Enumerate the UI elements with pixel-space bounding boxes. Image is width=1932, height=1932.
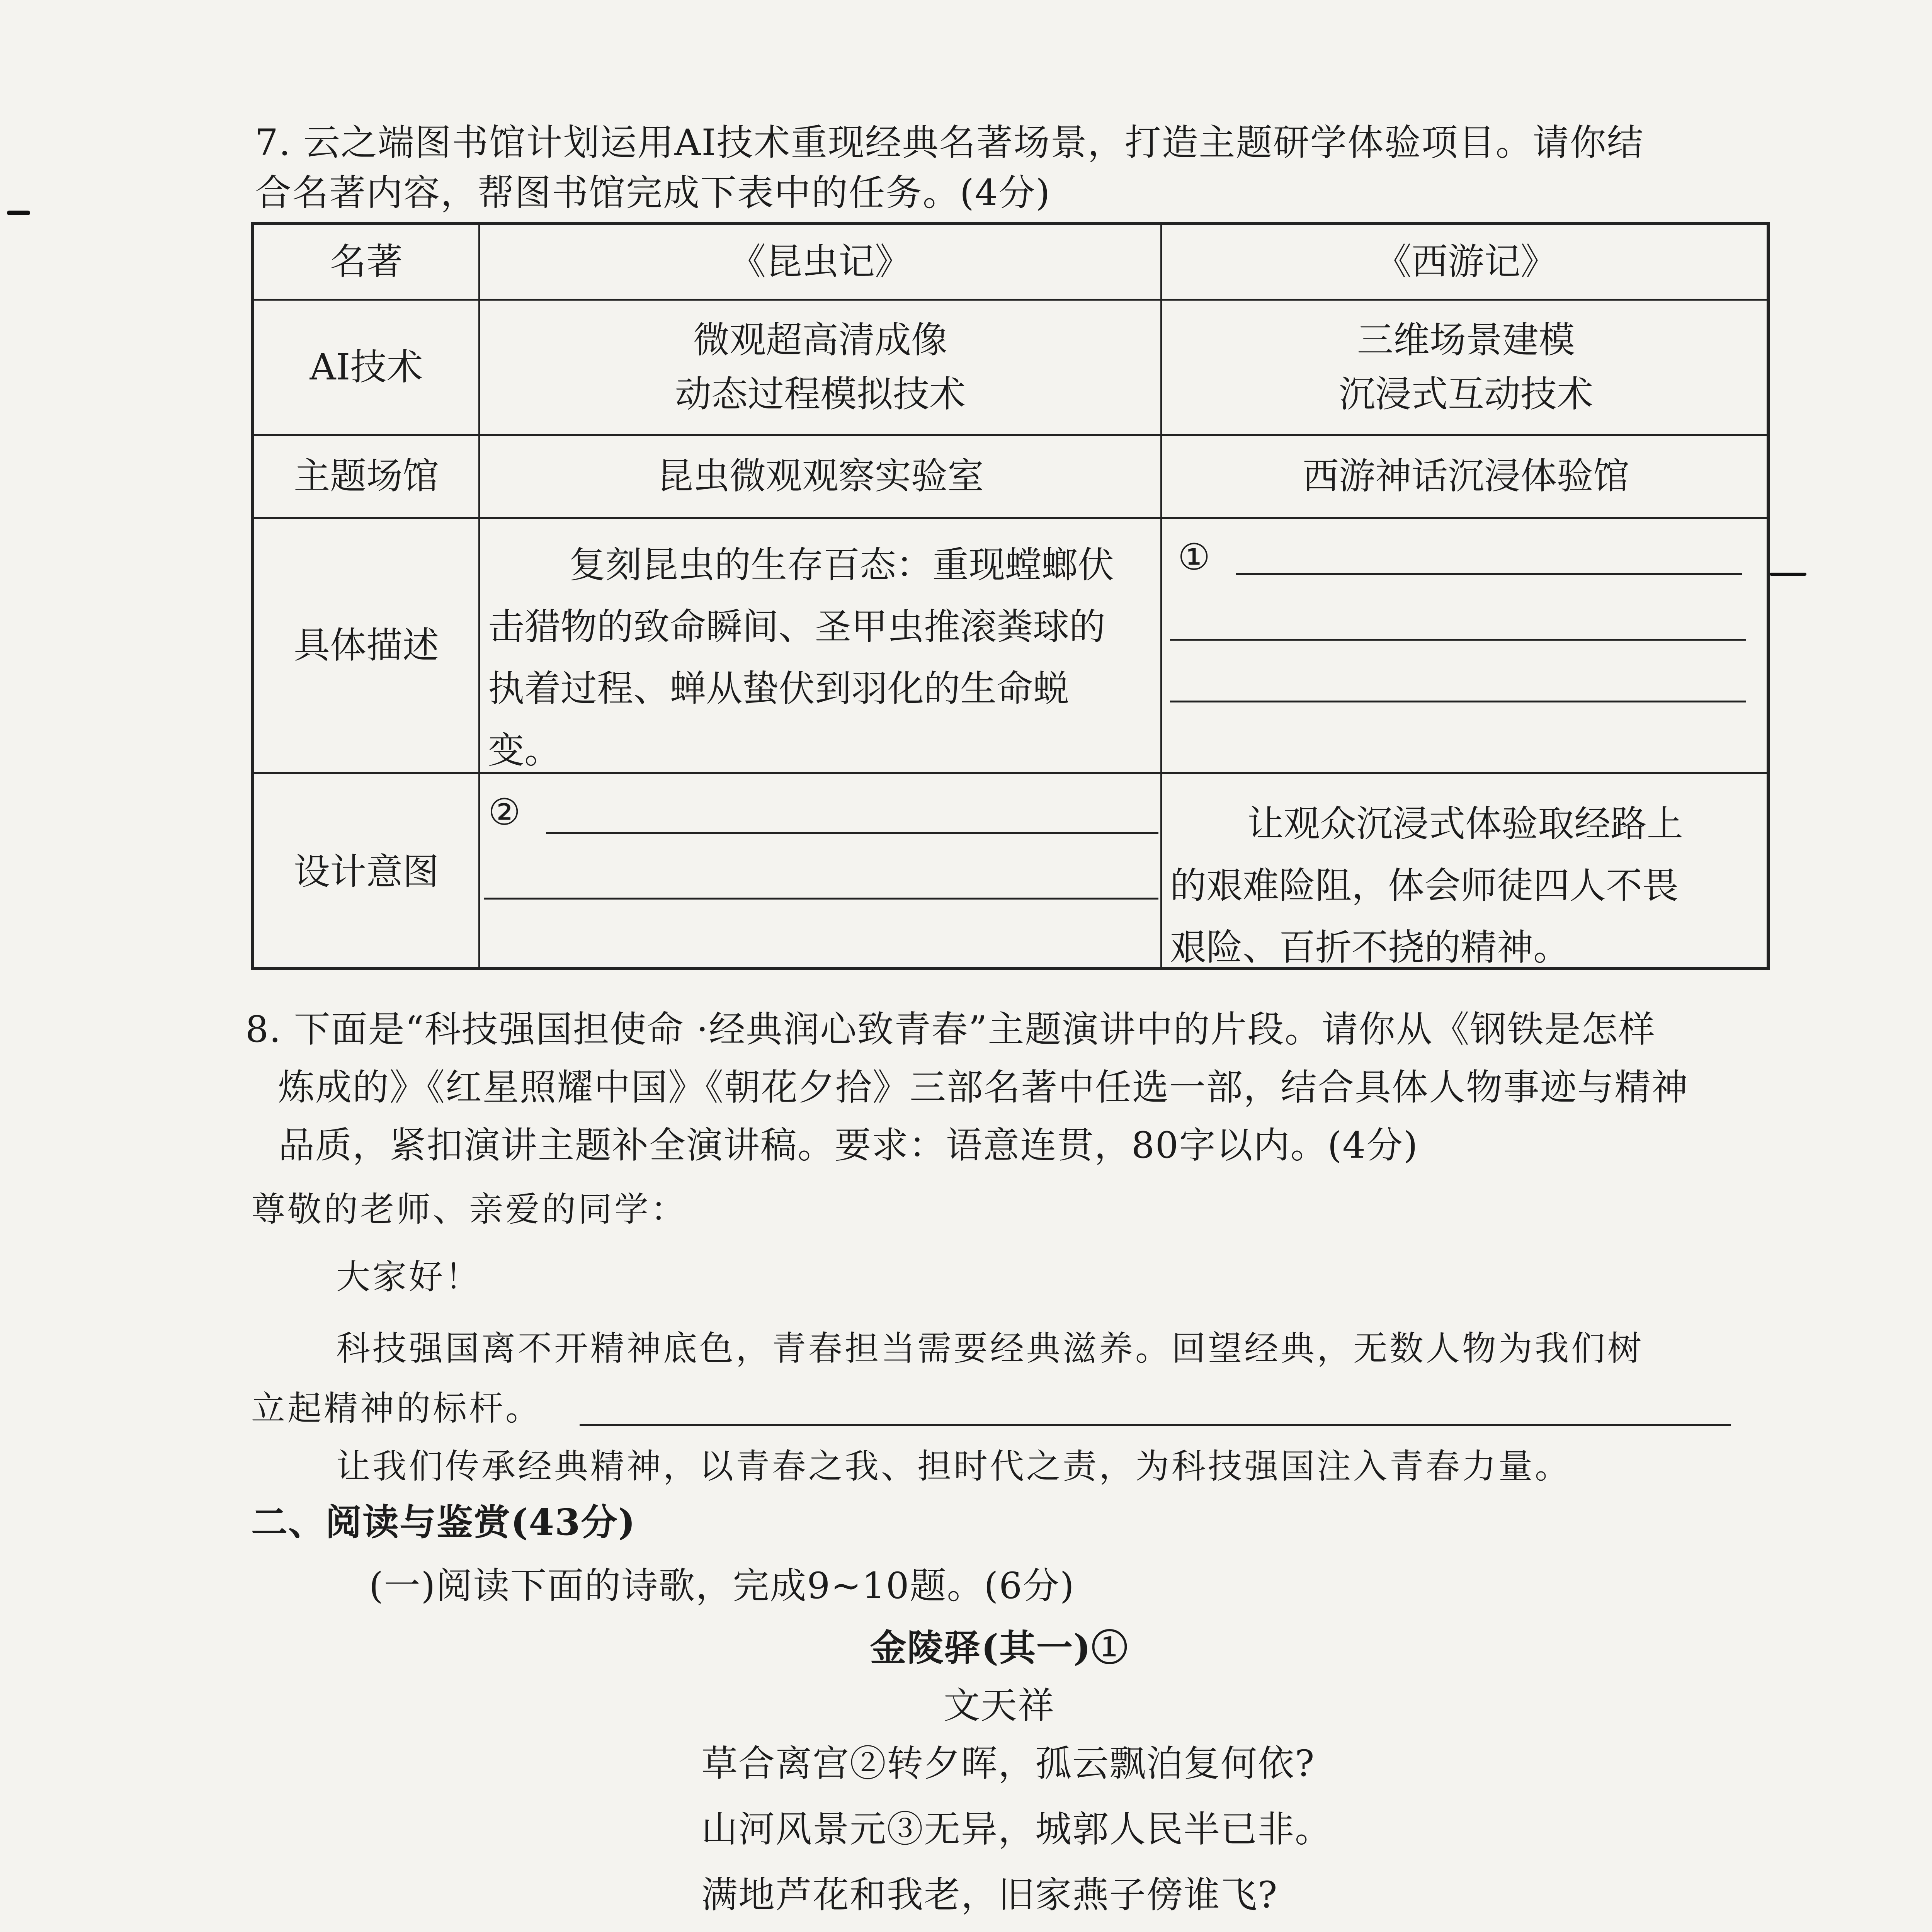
desc-book2-answer[interactable] <box>1162 519 1770 774</box>
intent-book1-answer[interactable] <box>480 774 1162 970</box>
q8-stem-line1: 8. 下面是“科技强国担使命 ·经典润心致青春”主题演讲中的片段。请你从《钢铁是怎样 <box>245 1009 1656 1051</box>
ai-tech-book1: 微观超高清成像 动态过程模拟技术 <box>480 301 1162 436</box>
desc-book1: 复刻昆虫的生存百态：重现螳螂伏 击猎物的致命瞬间、圣甲虫推滚粪球的 执着过程、蝉从蛰伏到羽化的生命蜕 变。 <box>480 519 1162 774</box>
row-hall-label: 主题场馆 <box>254 436 480 519</box>
poem-line-3: 满地芦花和我老，旧家燕子傍谁飞? <box>701 1874 1278 1916</box>
poem-line-2: 山河风景元③无异，城郭人民半已非。 <box>701 1808 1332 1850</box>
hall-book2: 西游神话沉浸体验馆 <box>1162 436 1770 519</box>
speech-greeting: 大家好！ <box>336 1257 482 1297</box>
q7-stem-line1: 7. 云之端图书馆计划运用AI技术重现经典名著场景，打造主题研学体验项目。请你结 <box>255 122 1644 164</box>
row-desc-label: 具体描述 <box>254 519 480 774</box>
q7-stem-line2: 合名著内容，帮图书馆完成下表中的任务。(4分) <box>255 172 1051 214</box>
section-title: 二、阅读与鉴赏(43分) <box>251 1501 636 1544</box>
answer-line <box>484 898 1158 900</box>
speech-body-line1: 科技强国离不开精神底色，青春担当需要经典滋养。回望经典，无数人物为我们树 <box>336 1328 1644 1368</box>
answer-line <box>546 832 1158 834</box>
q8-stem-line3: 品质，紧扣演讲主题补全演讲稿。要求：语意连贯，80字以内。(4分) <box>278 1124 1418 1167</box>
poem-author: 文天祥 <box>943 1685 1055 1727</box>
speech-body-line2: 立起精神的标杆。 <box>251 1388 542 1428</box>
poem-title: 金陵驿(其一)① <box>870 1627 1129 1669</box>
table-header-book2: 《西游记》 <box>1162 225 1770 301</box>
answer-mark-1: ① <box>1178 536 1211 578</box>
margin-mark <box>7 211 30 215</box>
table-header-book1: 《昆虫记》 <box>480 225 1162 301</box>
table-header-label: 名著 <box>254 225 480 301</box>
intent-book2: 让观众沉浸式体验取经路上 的艰难险阻，体会师徒四人不畏 艰险、百折不挠的精神。 <box>1170 803 1684 969</box>
speech-answer-line[interactable] <box>580 1424 1731 1426</box>
answer-line <box>1236 573 1742 575</box>
section-sub: (一)阅读下面的诗歌，完成9~10题。(6分) <box>369 1565 1075 1607</box>
margin-mark <box>1770 573 1806 576</box>
answer-line <box>1170 701 1746 702</box>
row-intent-label: 设计意图 <box>254 774 480 970</box>
hall-book1: 昆虫微观观察实验室 <box>480 436 1162 519</box>
answer-mark-2: ② <box>488 791 521 833</box>
poem-line-1: 草合离宫②转夕晖，孤云飘泊复何依? <box>701 1743 1315 1785</box>
answer-line <box>1170 639 1746 641</box>
speech-salutation: 尊敬的老师、亲爱的同学： <box>251 1189 687 1229</box>
q8-stem-line2: 炼成的》《红星照耀中国》《朝花夕拾》三部名著中任选一部，结合具体人物事迹与精神 <box>278 1066 1689 1109</box>
speech-closing: 让我们传承经典精神，以青春之我、担时代之责，为科技强国注入青春力量。 <box>336 1446 1571 1486</box>
ai-tech-book2: 三维场景建模 沉浸式互动技术 <box>1162 301 1770 436</box>
row-ai-label: AI技术 <box>254 301 480 436</box>
task-table <box>251 222 1770 970</box>
